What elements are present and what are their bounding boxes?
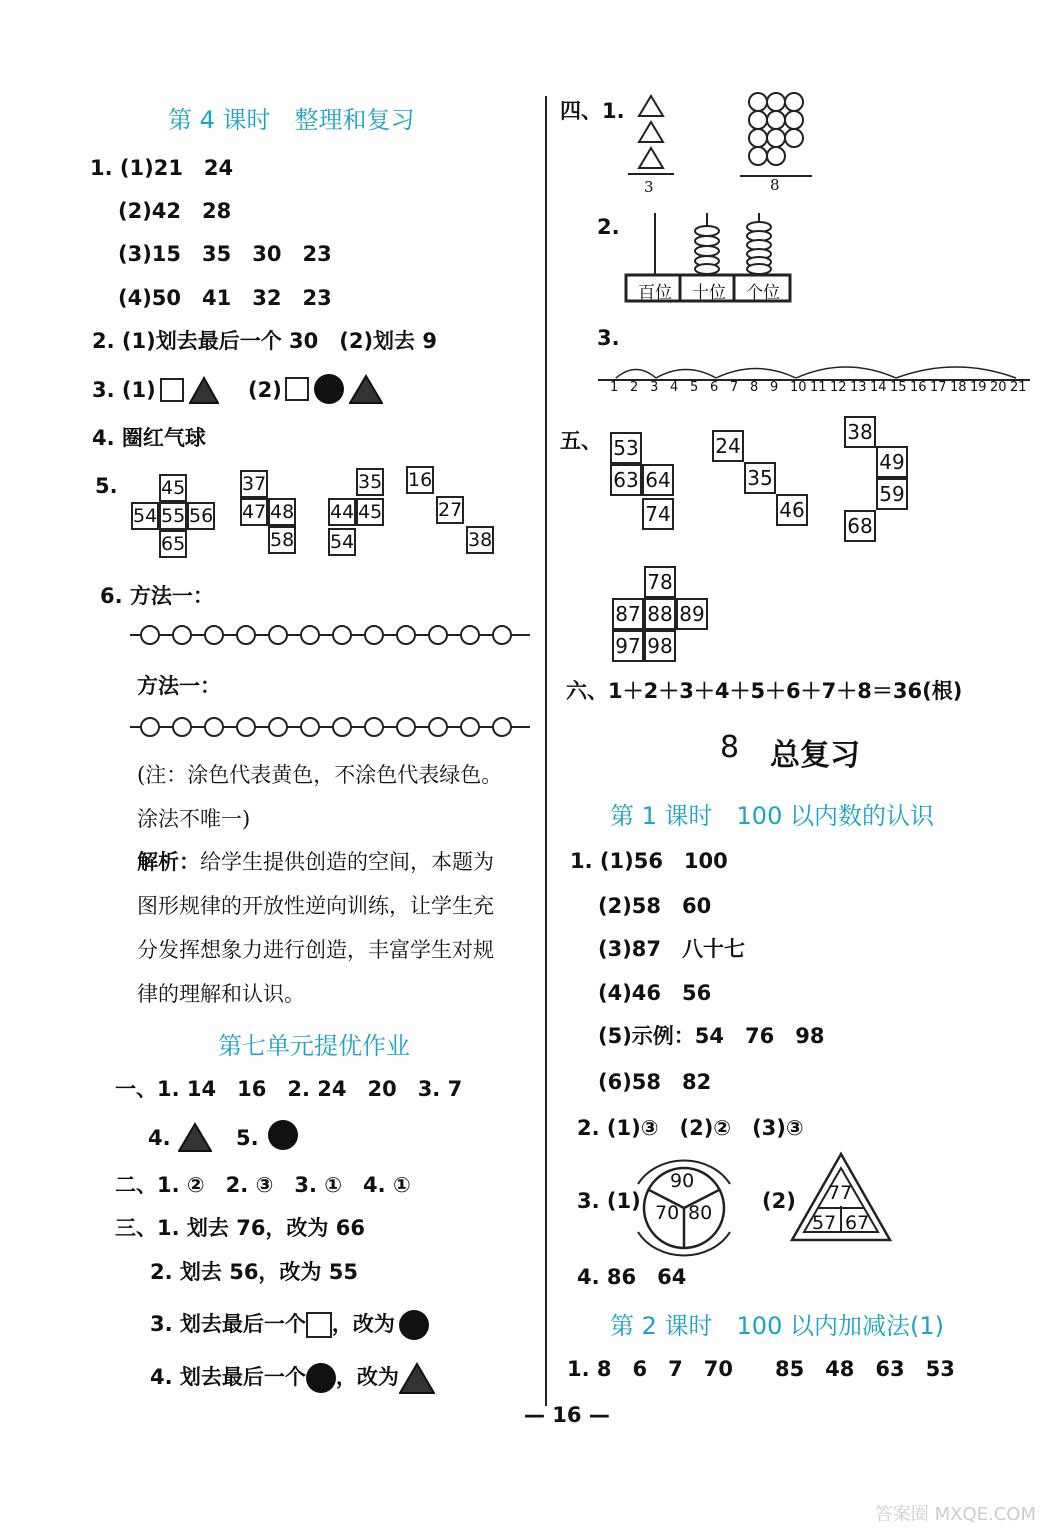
note-line-1: (注：涂色代表黄色，不涂色代表绿色。 bbox=[137, 763, 503, 787]
number-line-tick: 9 bbox=[770, 380, 779, 395]
grid-cell: 89 bbox=[676, 598, 708, 630]
lesson-1-title: 第 1 课时 100 以内数的认识 bbox=[610, 802, 934, 830]
circle-num-right: 80 bbox=[688, 1202, 713, 1224]
number-line-tick: 3 bbox=[650, 380, 659, 395]
answer-1-2: (2)42 28 bbox=[118, 199, 232, 223]
l1-answer-3: (3)87 八十七 bbox=[598, 937, 746, 961]
grid-cell: 38 bbox=[844, 416, 876, 448]
lesson-title: 第 4 课时 整理和复习 bbox=[168, 106, 415, 134]
bead-string-1 bbox=[130, 620, 530, 650]
answer-3-shapes-1 bbox=[160, 376, 219, 404]
number-line-tick: 18 bbox=[950, 380, 967, 395]
l2-answer-1: 1. 8 6 7 70 85 48 63 53 bbox=[567, 1357, 955, 1381]
grid-cell: 74 bbox=[642, 498, 674, 530]
circle-icon bbox=[306, 1363, 336, 1393]
unit-answer-1b-5: 5. bbox=[236, 1126, 259, 1150]
number-line-tick: 10 bbox=[790, 380, 807, 395]
analysis-line-2: 图形规律的开放性逆向训练，让学生充 bbox=[137, 894, 494, 918]
answer-3-shapes-2 bbox=[285, 374, 383, 404]
abacus-label-tens: 十位 bbox=[692, 283, 726, 303]
analysis-line-1: 解析：给学生提供创造的空间，本题为 bbox=[137, 849, 494, 874]
triangle-icon bbox=[189, 376, 219, 404]
number-line-tick: 6 bbox=[710, 380, 719, 395]
number-line-tick: 7 bbox=[730, 380, 739, 395]
grid-cell: 48 bbox=[268, 498, 296, 526]
number-line-tick: 8 bbox=[750, 380, 759, 395]
grid-cell: 63 bbox=[610, 464, 642, 496]
grid-cell: 68 bbox=[844, 510, 876, 542]
number-line-tick: 13 bbox=[850, 380, 867, 395]
number-line-tick: 17 bbox=[930, 380, 947, 395]
triangle-count: 3 bbox=[644, 178, 654, 196]
circle-num-left: 70 bbox=[655, 1202, 680, 1224]
circle-num-top: 90 bbox=[670, 1170, 695, 1192]
grid-cell: 56 bbox=[187, 502, 215, 530]
number-line-tick: 19 bbox=[970, 380, 987, 395]
grid-cell: 38 bbox=[466, 526, 494, 554]
circle-icon bbox=[399, 1310, 429, 1340]
grid-cell: 64 bbox=[642, 464, 674, 496]
grid-cell: 45 bbox=[356, 498, 384, 526]
l1-answer-5: (5)示例：54 76 98 bbox=[598, 1024, 825, 1048]
l1-q3-label: 3. (1) bbox=[577, 1189, 641, 1213]
number-line-labels bbox=[598, 380, 1038, 400]
analysis-line-3: 分发挥想象力进行创造，丰富学生对规 bbox=[137, 938, 494, 962]
r4-2-label: 2. bbox=[597, 215, 620, 239]
unit-answer-1: 一、1. 14 16 2. 24 20 3. 7 bbox=[115, 1077, 463, 1101]
grid-cell: 46 bbox=[776, 494, 808, 526]
r5-label: 五、 bbox=[560, 429, 602, 453]
number-line-tick: 2 bbox=[630, 380, 639, 395]
square-icon bbox=[160, 378, 184, 402]
answer-2: 2. (1)划去最后一个 30 (2)划去 9 bbox=[92, 329, 437, 353]
l1-answer-6: (6)58 82 bbox=[598, 1070, 712, 1094]
grid-cell: 65 bbox=[159, 530, 187, 558]
abacus-label-hundreds: 百位 bbox=[638, 283, 672, 303]
circle-icon bbox=[268, 1120, 298, 1150]
grid-cell: 97 bbox=[612, 630, 644, 662]
triangle-num-left: 57 bbox=[812, 1212, 837, 1234]
number-line-tick: 16 bbox=[910, 380, 927, 395]
circle-count: 8 bbox=[770, 176, 780, 194]
grid-cell: 54 bbox=[131, 502, 159, 530]
number-line-tick: 5 bbox=[690, 380, 699, 395]
l1-q2: 2. (1)③ (2)② (3)③ bbox=[577, 1116, 804, 1140]
unit-answer-3-2: 2. 划去 56，改为 55 bbox=[150, 1260, 358, 1284]
grid-cell: 88 bbox=[644, 598, 676, 630]
grid-cell: 58 bbox=[268, 526, 296, 554]
l1-q4: 4. 86 64 bbox=[577, 1265, 687, 1289]
grid-cell: 54 bbox=[328, 528, 356, 556]
triangle-icon bbox=[399, 1362, 435, 1394]
answer-6-method-2: 方法一： bbox=[137, 674, 221, 698]
circle-stack bbox=[738, 90, 814, 180]
grid-cell: 47 bbox=[240, 498, 268, 526]
l1-answer-1: 1. (1)56 100 bbox=[570, 849, 728, 873]
circle-diagram bbox=[624, 1152, 744, 1262]
l1-q3-label-2: (2) bbox=[762, 1189, 796, 1213]
r4-1-label: 四、1. bbox=[560, 99, 625, 123]
grid-cell: 49 bbox=[876, 446, 908, 478]
triangle-num-top: 77 bbox=[828, 1182, 853, 1204]
note-line-2: 涂法不唯一) bbox=[137, 807, 251, 831]
triangle-num-right: 67 bbox=[845, 1212, 870, 1234]
unit-answer-3-3: 3. 划去最后一个 ，改为 bbox=[150, 1310, 429, 1340]
grid-cell: 24 bbox=[712, 430, 744, 462]
lesson-2-title: 第 2 课时 100 以内加减法(1) bbox=[610, 1312, 944, 1340]
answer-1-3: (3)15 35 30 23 bbox=[118, 242, 332, 266]
square-icon bbox=[306, 1312, 332, 1338]
analysis-line-4: 律的理解和认识。 bbox=[137, 982, 305, 1006]
r4-3-label: 3. bbox=[597, 326, 620, 350]
answer-4: 4. 圈红气球 bbox=[92, 426, 206, 450]
grid-cell: 45 bbox=[159, 474, 187, 502]
answer-1-4: (4)50 41 32 23 bbox=[118, 286, 332, 310]
number-line-tick: 4 bbox=[670, 380, 679, 395]
unit-answer-3-1: 三、1. 划去 76，改为 66 bbox=[115, 1216, 365, 1240]
grid-cell: 16 bbox=[406, 466, 434, 494]
answer-6-label: 6. 方法一： bbox=[100, 584, 214, 608]
unit-answer-1b-4: 4. bbox=[148, 1126, 171, 1150]
number-line-tick: 1 bbox=[610, 380, 619, 395]
chapter-number: 8 bbox=[720, 730, 740, 765]
number-line-tick: 14 bbox=[870, 380, 887, 395]
unit-answer-3-4: 4. 划去最后一个 ，改为 bbox=[150, 1362, 435, 1394]
l1-answer-4: (4)46 56 bbox=[598, 981, 712, 1005]
number-line-tick: 21 bbox=[1010, 380, 1027, 395]
number-line-tick: 15 bbox=[890, 380, 907, 395]
grid-cell: 55 bbox=[159, 502, 187, 530]
answer-5-label: 5. bbox=[95, 474, 118, 498]
chapter-title: 总复习 bbox=[770, 738, 860, 773]
answer-3-label: 3. (1) bbox=[92, 378, 156, 402]
bead-string-2 bbox=[130, 712, 530, 742]
triangle-icon bbox=[178, 1122, 212, 1152]
grid-cell: 44 bbox=[328, 498, 356, 526]
grid-cell: 87 bbox=[612, 598, 644, 630]
grid-cell: 98 bbox=[644, 630, 676, 662]
grid-cell: 35 bbox=[744, 462, 776, 494]
triangle-icon bbox=[349, 374, 383, 404]
answer-3-label-2: (2) bbox=[248, 378, 282, 402]
r6-answer: 六、1＋2＋3＋4＋5＋6＋7＋8＝36(根) bbox=[566, 679, 963, 703]
answer-1-1: 1. (1)21 24 bbox=[90, 156, 234, 180]
circle-icon bbox=[314, 374, 344, 404]
analysis-label: 解析： bbox=[137, 849, 200, 874]
number-line-tick: 20 bbox=[990, 380, 1007, 395]
grid-cell: 53 bbox=[610, 432, 642, 464]
number-line-tick: 11 bbox=[810, 380, 827, 395]
abacus-label-ones: 个位 bbox=[746, 283, 780, 303]
grid-cell: 35 bbox=[356, 468, 384, 496]
page-number: — 16 — bbox=[524, 1403, 610, 1427]
number-line-tick: 12 bbox=[830, 380, 847, 395]
unit-answer-2: 二、1. ② 2. ③ 3. ① 4. ① bbox=[115, 1173, 411, 1197]
watermark: 答案圈 MXQE.COM bbox=[874, 1504, 1036, 1525]
grid-cell: 37 bbox=[240, 470, 268, 498]
grid-cell: 59 bbox=[876, 478, 908, 510]
grid-cell: 27 bbox=[436, 496, 464, 524]
grid-cell: 78 bbox=[644, 566, 676, 598]
l1-answer-2: (2)58 60 bbox=[598, 894, 712, 918]
column-divider bbox=[545, 96, 547, 1406]
unit-title: 第七单元提优作业 bbox=[218, 1032, 410, 1060]
square-icon bbox=[285, 377, 309, 401]
